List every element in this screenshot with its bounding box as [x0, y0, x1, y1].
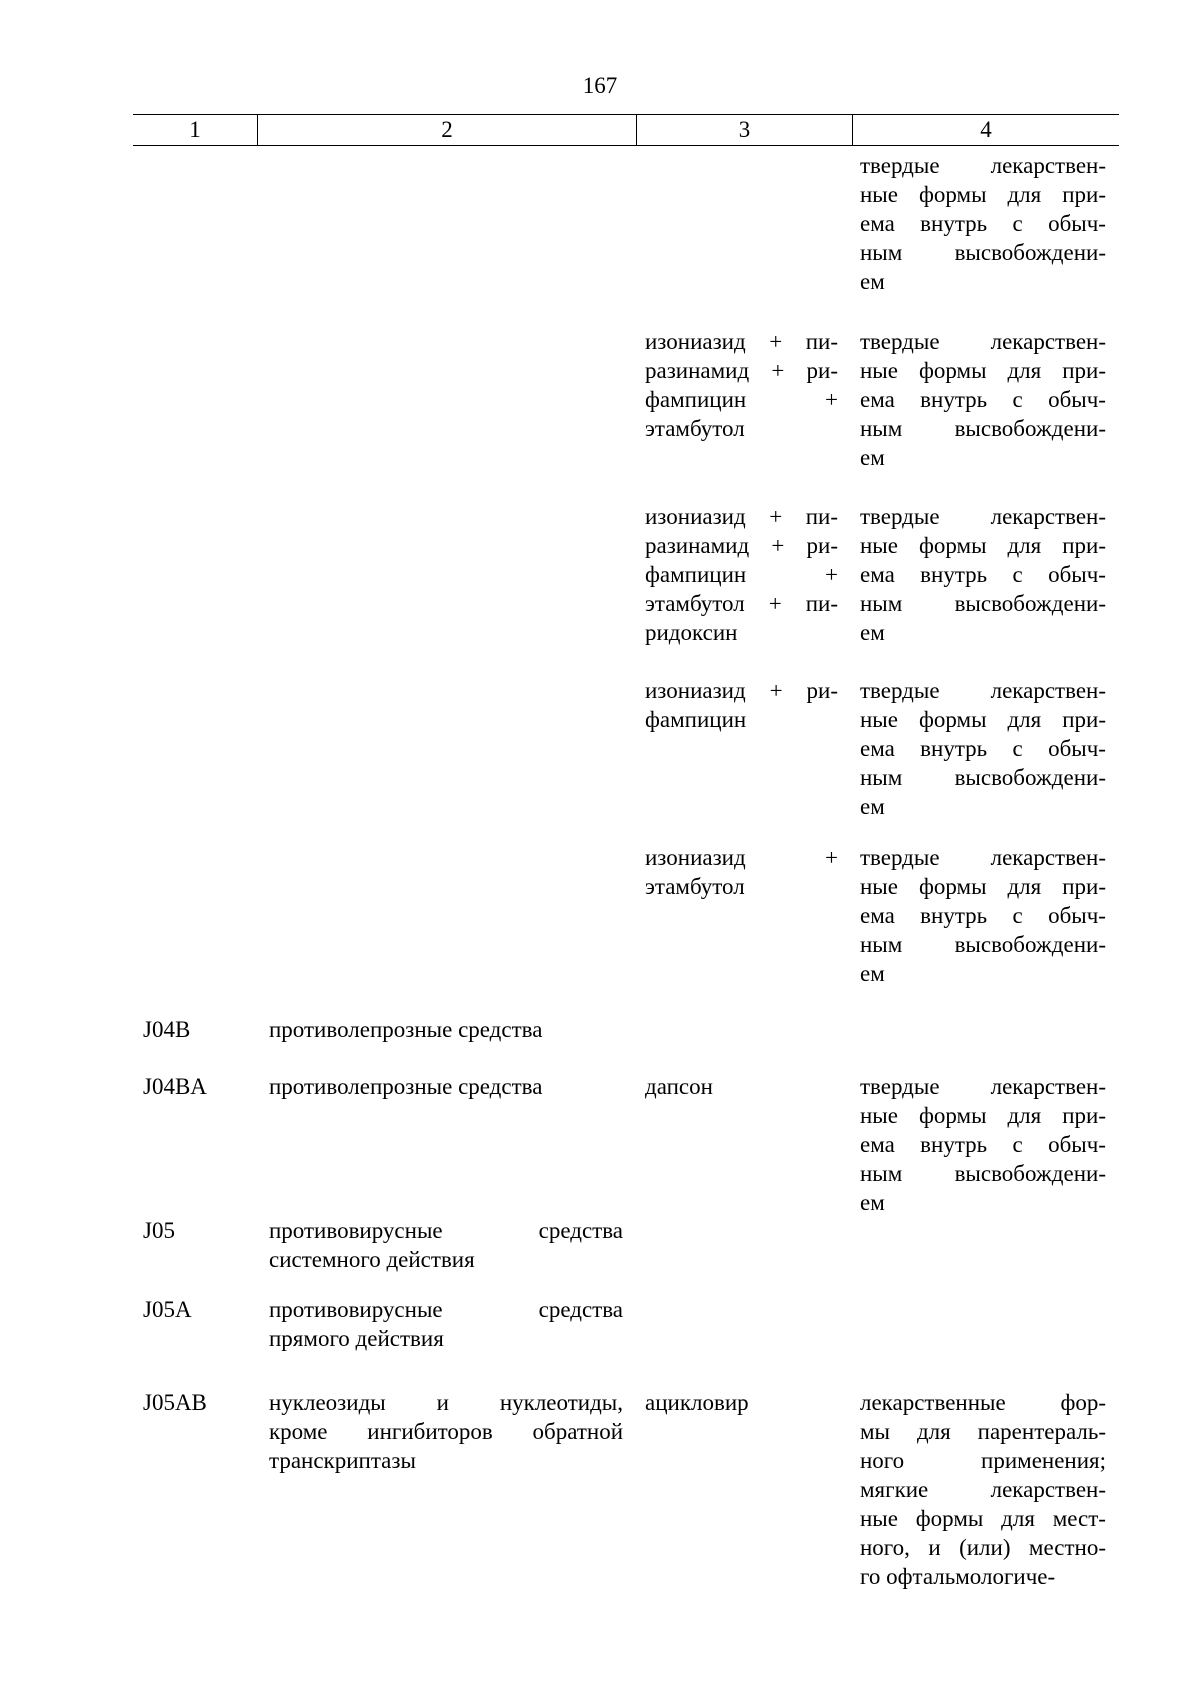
word: высвобождени- [954, 1161, 1106, 1186]
word: при- [1062, 707, 1106, 732]
dosage-form-line [860, 151, 1106, 180]
drug-name-line: дапсон [645, 1074, 713, 1099]
word: средства [538, 1218, 623, 1243]
word: + [769, 678, 783, 703]
word: пи- [805, 329, 838, 354]
anatomical-group-line [269, 1417, 623, 1446]
anatomical-group-line [269, 1216, 623, 1245]
word: для [1007, 358, 1042, 383]
word: ного [860, 1448, 905, 1473]
word: ным [860, 765, 903, 790]
anatomical-group [269, 1295, 623, 1353]
word: изониазид [645, 845, 746, 870]
dosage-form-line [860, 1446, 1106, 1475]
dosage-form-line [860, 560, 1106, 589]
word: противовирусные [269, 1297, 443, 1322]
word: обыч- [1048, 562, 1106, 587]
word: ным [860, 240, 903, 265]
page-number: 167 [582, 73, 618, 98]
dosage-form-line: ем [860, 794, 885, 819]
word: ным [860, 591, 903, 616]
word: + [769, 329, 783, 354]
dosage-form-line [860, 930, 1106, 959]
word: с [1012, 211, 1023, 236]
drug-name [645, 502, 838, 647]
anatomical-group [269, 1072, 623, 1101]
word: и [436, 1390, 449, 1415]
dosage-form-line [860, 238, 1106, 267]
word: твердые [860, 504, 940, 529]
word: + [771, 358, 785, 383]
dosage-form [860, 1072, 1106, 1217]
atc-code: J04BA [143, 1074, 207, 1099]
word: формы [918, 182, 987, 207]
word: и [928, 1535, 941, 1560]
dosage-form-line [860, 589, 1106, 618]
word: лекарствен- [990, 1477, 1106, 1502]
word: (или) [959, 1535, 1011, 1560]
word: формы [915, 1506, 984, 1531]
word: ным [860, 932, 903, 957]
dosage-form-line [860, 843, 1106, 872]
anatomical-group-line: транскриптазы [269, 1448, 416, 1473]
word: лекарствен- [990, 504, 1106, 529]
dosage-form-line [860, 705, 1106, 734]
dosage-form-line [860, 734, 1106, 763]
dosage-form [860, 151, 1106, 296]
word: + [825, 562, 838, 587]
atc-code: J05 [143, 1218, 175, 1243]
anatomical-group-line: противолепрозные средства [269, 1074, 543, 1099]
word: для [1007, 533, 1042, 558]
word: формы [918, 533, 987, 558]
word: пи- [805, 504, 838, 529]
anatomical-group-line [269, 1295, 623, 1324]
drug-name-line: этамбутол [645, 874, 745, 899]
dosage-form-line [860, 1072, 1106, 1101]
anatomical-group-line [269, 1388, 623, 1417]
dosage-form-line [860, 763, 1106, 792]
word: ные [860, 358, 898, 383]
word: лекарствен- [990, 678, 1106, 703]
word: внутрь [920, 903, 988, 928]
word: для [1007, 874, 1042, 899]
dosage-form-line: ем [860, 1190, 885, 1215]
word: изониазид [645, 678, 746, 703]
word: ри- [806, 533, 838, 558]
word: для [1007, 707, 1042, 732]
word: ингибиторов [367, 1419, 493, 1444]
drug-name-line [645, 385, 838, 414]
dosage-form-line [860, 502, 1106, 531]
word: ри- [806, 678, 838, 703]
word: ема [860, 903, 895, 928]
word: при- [1062, 1103, 1106, 1128]
atc-code: J04B [143, 1017, 191, 1042]
drug-name-line: ацикловир [645, 1390, 749, 1415]
word: кроме [269, 1419, 328, 1444]
word: для [916, 1419, 951, 1444]
dosage-form-line: ем [860, 961, 885, 986]
word: ема [860, 387, 895, 412]
column-header-row [133, 114, 1119, 146]
word: лекарствен- [990, 329, 1106, 354]
dosage-form-line: ем [860, 269, 885, 294]
word: твердые [860, 678, 940, 703]
word: обыч- [1048, 736, 1106, 761]
word: ные [860, 1506, 898, 1531]
word: лекарствен- [990, 1074, 1106, 1099]
anatomical-group-line: противолепрозные средства [269, 1017, 543, 1042]
anatomical-group-line: системного действия [269, 1247, 475, 1272]
word: ные [860, 1103, 898, 1128]
word: нуклеотиды, [499, 1390, 623, 1415]
word: + [825, 387, 838, 412]
word: применения; [981, 1448, 1106, 1473]
word: нуклеозиды [269, 1390, 386, 1415]
word: изониазид [645, 329, 746, 354]
word: высвобождени- [954, 932, 1106, 957]
word: мы [860, 1419, 891, 1444]
drug-name-line [645, 843, 838, 872]
dosage-form-line [860, 356, 1106, 385]
dosage-form-line [860, 1159, 1106, 1188]
word: этамбутол [645, 591, 745, 616]
dosage-form-line [860, 1475, 1106, 1504]
dosage-form-line: ем [860, 445, 885, 470]
dosage-form [860, 327, 1106, 472]
dosage-form [860, 843, 1106, 988]
dosage-form [860, 502, 1106, 647]
word: при- [1062, 874, 1106, 899]
dosage-form-line [860, 209, 1106, 238]
word: с [1012, 903, 1023, 928]
word: местно- [1028, 1535, 1106, 1560]
word: при- [1062, 533, 1106, 558]
word: формы [918, 358, 987, 383]
word: внутрь [920, 387, 988, 412]
word: разинамид [645, 533, 750, 558]
word: + [825, 845, 838, 870]
word: с [1012, 562, 1023, 587]
word: ные [860, 533, 898, 558]
word: высвобождени- [954, 240, 1106, 265]
column-header-4: 4 [853, 115, 1120, 146]
dosage-form-line [860, 676, 1106, 705]
drug-name-line [645, 327, 838, 356]
word: для [1007, 182, 1042, 207]
drug-name-line: ридоксин [645, 620, 738, 645]
word: ема [860, 736, 895, 761]
word: внутрь [920, 211, 988, 236]
word: изониазид [645, 504, 746, 529]
dosage-form-line [860, 1504, 1106, 1533]
word: формы [918, 1103, 987, 1128]
word: ным [860, 416, 903, 441]
anatomical-group-line: прямого действия [269, 1326, 444, 1351]
word: фор- [1060, 1390, 1106, 1415]
word: средства [538, 1297, 623, 1322]
word: ные [860, 707, 898, 732]
dosage-form [860, 676, 1106, 821]
word: противовирусные [269, 1218, 443, 1243]
word: с [1012, 736, 1023, 761]
word: внутрь [920, 562, 988, 587]
word: формы [918, 707, 987, 732]
word: ема [860, 211, 895, 236]
word: обыч- [1048, 211, 1106, 236]
word: для [1001, 1506, 1035, 1531]
dosage-form-line [860, 901, 1106, 930]
dosage-form-line [860, 385, 1106, 414]
dosage-form [860, 1388, 1106, 1591]
word: твердые [860, 1074, 940, 1099]
word: внутрь [920, 1132, 988, 1157]
drug-name [645, 676, 838, 734]
dosage-form-line [860, 180, 1106, 209]
drug-name [645, 327, 838, 443]
anatomical-group [269, 1216, 623, 1274]
word: внутрь [920, 736, 988, 761]
dosage-form-line [860, 872, 1106, 901]
drug-name-line [645, 356, 838, 385]
word: фампицин [645, 387, 747, 412]
anatomical-group [269, 1388, 623, 1475]
drug-name [645, 1072, 838, 1101]
word: при- [1062, 182, 1106, 207]
word: обыч- [1048, 1132, 1106, 1157]
column-header-1: 1 [133, 115, 258, 146]
dosage-form-line: го офтальмологиче- [860, 1564, 1056, 1589]
word: для [1007, 1103, 1042, 1128]
word: обыч- [1048, 903, 1106, 928]
word: мест- [1052, 1506, 1106, 1531]
drug-name-line [645, 531, 838, 560]
word: мягкие [860, 1477, 929, 1502]
drug-name-line: этамбутол [645, 416, 745, 441]
drug-name-line [645, 502, 838, 531]
dosage-form-line [860, 1130, 1106, 1159]
anatomical-group [269, 1015, 623, 1044]
column-header-2: 2 [258, 115, 637, 146]
word: ные [860, 182, 898, 207]
drug-name [645, 1388, 838, 1417]
word: ема [860, 1132, 895, 1157]
word: фампицин [645, 562, 747, 587]
word: высвобождени- [954, 591, 1106, 616]
drug-name-line [645, 676, 838, 705]
word: + [769, 504, 783, 529]
dosage-form-line [860, 1533, 1106, 1562]
word: высвобождени- [954, 416, 1106, 441]
word: обратной [532, 1419, 623, 1444]
word: с [1012, 387, 1023, 412]
word: пи- [805, 591, 838, 616]
word: твердые [860, 153, 940, 178]
drug-name-line [645, 560, 838, 589]
word: парентераль- [977, 1419, 1106, 1444]
word: при- [1062, 358, 1106, 383]
word: формы [918, 874, 987, 899]
atc-code: J05A [143, 1297, 192, 1322]
word: твердые [860, 329, 940, 354]
word: высвобождени- [954, 765, 1106, 790]
dosage-form-line [860, 1417, 1106, 1446]
drug-name-line: фампицин [645, 707, 747, 732]
word: лекарствен- [990, 845, 1106, 870]
dosage-form-line [860, 1388, 1106, 1417]
drug-name-line [645, 589, 838, 618]
word: лекарственные [860, 1390, 1006, 1415]
drug-name [645, 843, 838, 901]
word: с [1012, 1132, 1023, 1157]
dosage-form-line [860, 327, 1106, 356]
word: обыч- [1048, 387, 1106, 412]
atc-code: J05AB [143, 1390, 207, 1415]
word: лекарствен- [990, 153, 1106, 178]
word: ри- [806, 358, 838, 383]
dosage-form-line [860, 414, 1106, 443]
word: ным [860, 1161, 903, 1186]
dosage-form-line [860, 531, 1106, 560]
word: + [768, 591, 782, 616]
dosage-form-line: ем [860, 620, 885, 645]
word: + [771, 533, 785, 558]
word: ема [860, 562, 895, 587]
word: ные [860, 874, 898, 899]
word: разинамид [645, 358, 750, 383]
dosage-form-line [860, 1101, 1106, 1130]
word: ного, [860, 1535, 910, 1560]
word: твердые [860, 845, 940, 870]
column-header-3: 3 [637, 115, 853, 146]
